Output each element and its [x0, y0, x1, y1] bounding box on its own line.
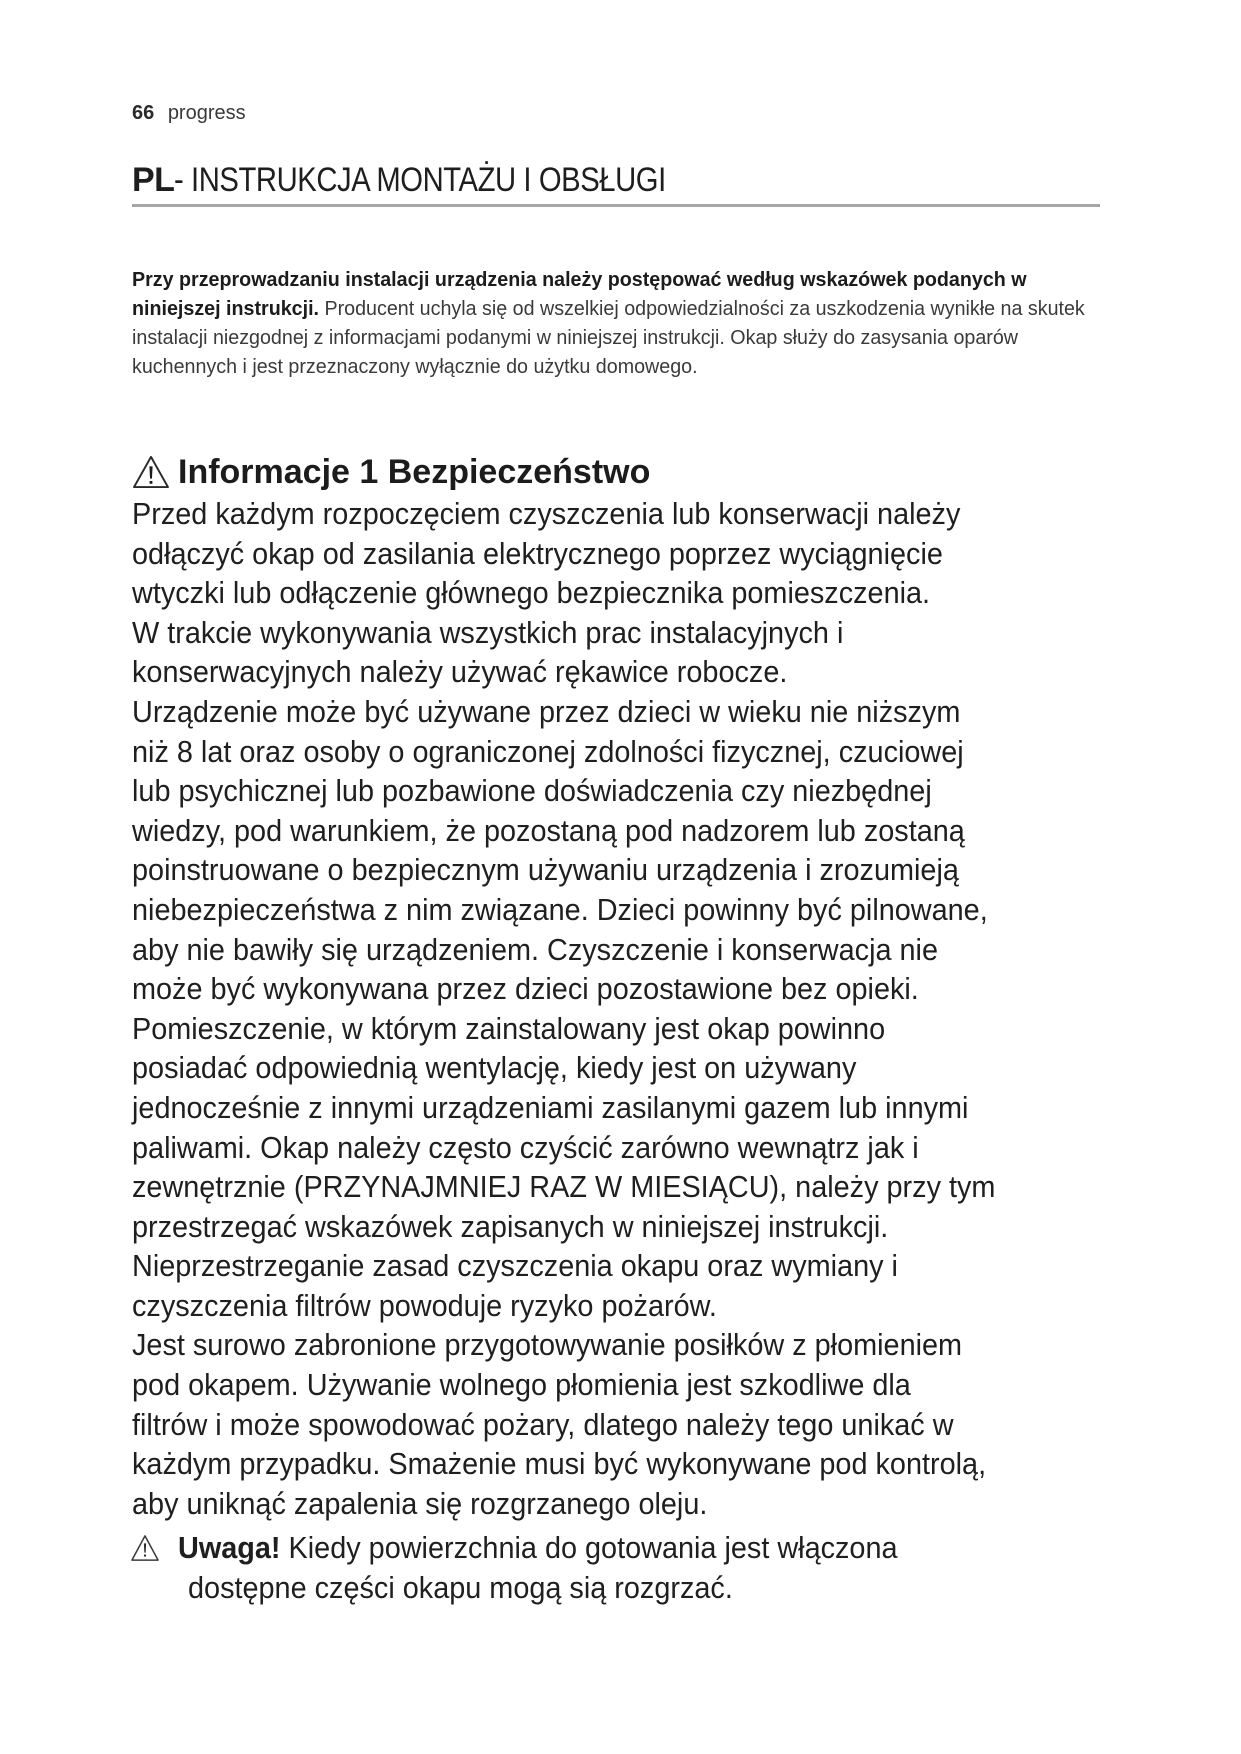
document-title — [132, 160, 746, 200]
body-line: pod okapem. Używanie wolnego płomienia jest szkodliwe dla — [132, 1367, 911, 1403]
body-line: aby nie bawiły się urządzeniem. Czyszczenie i konserwacja nie — [132, 931, 939, 967]
body-line: filtrów i może spowodować pożary, dlatego należy tego unikać w — [132, 1406, 954, 1442]
body-line: Urządzenie może być używane przez dzieci w wieku nie niższym — [132, 693, 961, 729]
section-heading-text: Informacje 1 Bezpieczeństwo — [178, 453, 651, 491]
body-line: jednocześnie z innymi urządzeniami zasilanymi gazem lub innymi — [132, 1089, 969, 1125]
intro-lead: Przy przeprowadzaniu instalacji urządzenia należy postępować według wskazówek podanych w niniejszej instrukcji. — [132, 268, 1027, 320]
body-line: aby uniknąć zapalenia się rozgrzanego oleju. — [132, 1485, 708, 1521]
body-line: lub psychicznej lub pozbawione doświadczenia czy niezbędnej — [132, 773, 932, 809]
body-line: Jest surowo zabronione przygotowywanie posiłków z płomieniem — [132, 1327, 963, 1363]
title-divider — [132, 204, 1100, 207]
body-line: Pomieszczenie, w którym zainstalowany jest okap powinno — [132, 1010, 886, 1046]
body-line: niebezpieczeństwa z nim związane. Dzieci powinny być pilnowane, — [132, 891, 988, 927]
notice-text-continued: dostępne części okapu mogą sią rozgrzać. — [188, 1569, 733, 1605]
body-line: czyszczenia filtrów powoduje ryzyko pożarów. — [132, 1287, 717, 1323]
body-line: W trakcie wykonywania wszystkich prac instalacyjnych i — [132, 614, 844, 650]
notice-text: Kiedy powierzchnia do gotowania jest włączona — [280, 1530, 898, 1565]
brand-name: progress — [167, 102, 246, 124]
warning-notice — [130, 1528, 1130, 1607]
body-line: każdym przypadku. Smażenie musi być wykonywane pod kontrolą, — [132, 1446, 987, 1482]
body-line: poinstruowane o bezpiecznym używaniu urządzenia i zrozumieją — [132, 852, 959, 888]
body-line: może być wykonywana przez dzieci pozostawione bez opieki. — [132, 971, 919, 1007]
section-heading — [132, 450, 650, 494]
warning-triangle-icon — [130, 1534, 160, 1562]
body-line: zewnętrznie (PRZYNAJMNIEJ RAZ W MIESIĄCU), należy przy tym — [132, 1169, 996, 1205]
notice-label: Uwaga! — [178, 1530, 281, 1565]
body-line: Nieprzestrzeganie zasad czyszczenia okapu oraz wymiany i — [132, 1248, 898, 1284]
intro-paragraph — [132, 265, 1102, 381]
body-line: przestrzegać wskazówek zapisanych w niniejszej instrukcji. — [132, 1208, 889, 1244]
page-number: 66 — [132, 102, 155, 124]
body-line: niż 8 lat oraz osoby o ograniczonej zdolności fizycznej, czuciowej — [132, 733, 964, 769]
page-header — [132, 101, 246, 125]
body-line: wtyczki lub odłączenie głównego bezpiecznika pomieszczenia. — [132, 575, 931, 611]
warning-triangle-icon — [132, 455, 170, 489]
body-line: wiedzy, pod warunkiem, że pozostaną pod nadzorem lub zostaną — [132, 812, 965, 848]
body-line: odłączyć okap od zasilania elektrycznego poprzez wyciągnięcie — [132, 535, 943, 571]
safety-body — [132, 494, 1132, 1523]
language-code: PL — [132, 161, 175, 199]
intro-text: Producent uchyla się od wszelkiej odpowiedzialności za uszkodzenia wynikłe na skutek instalacji niezgodnej z informacjami podanymi w niniejszej instrukcji. Okap służy do zasysania oparów kuchennych i jest przeznaczony wyłącznie do użytku domowego. — [132, 297, 1085, 378]
body-line: konserwacyjnych należy używać rękawice robocze. — [132, 654, 788, 690]
body-line: Przed każdym rozpoczęciem czyszczenia lub konserwacji należy — [132, 496, 961, 531]
body-line: paliwami. Okap należy często czyścić zarówno wewnątrz jak i — [132, 1129, 919, 1165]
title-text: - INSTRUKCJA MONTAŻU I OBSŁUGI — [174, 161, 667, 199]
body-line: posiadać odpowiednią wentylację, kiedy jest on używany — [132, 1050, 857, 1086]
